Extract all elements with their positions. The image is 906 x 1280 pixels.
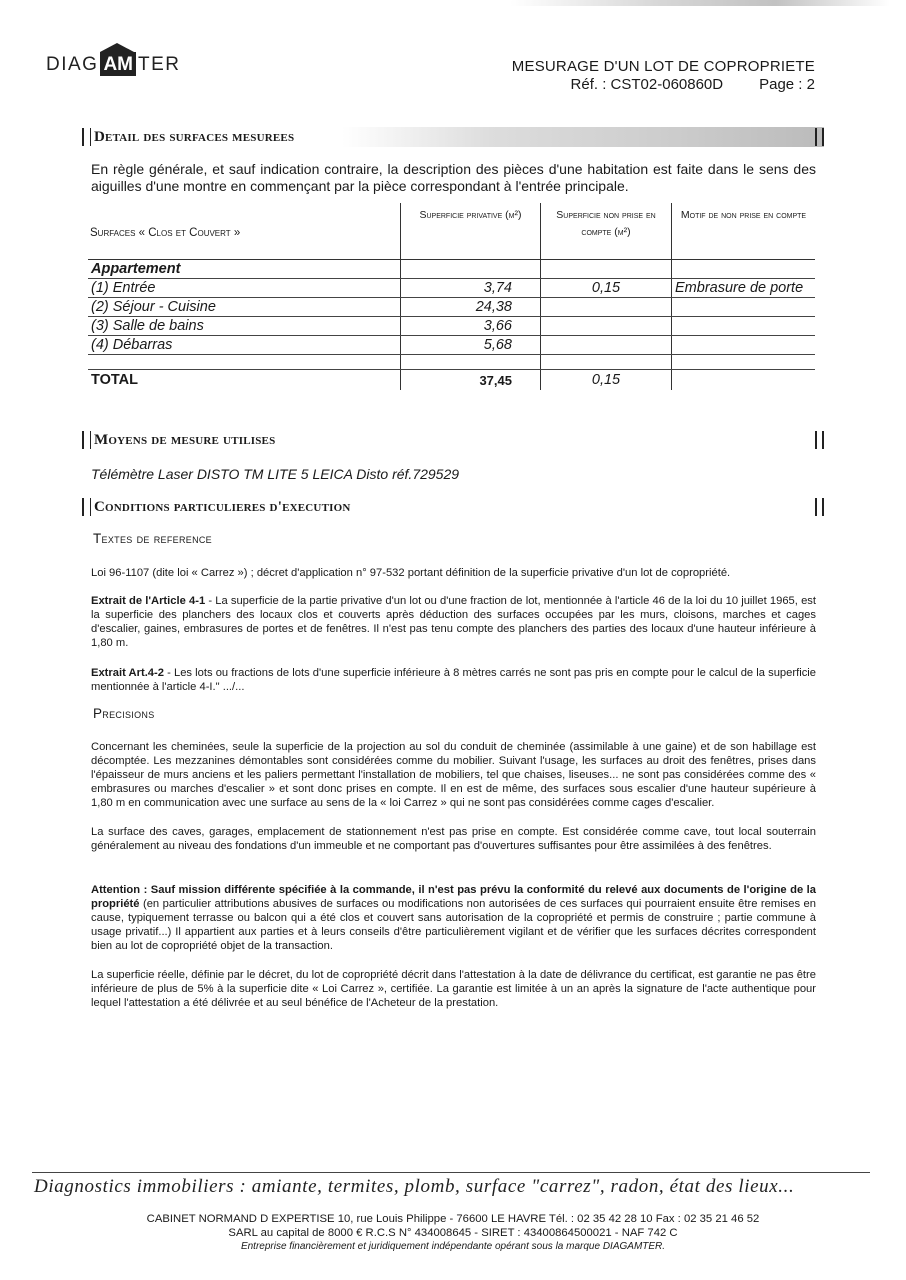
column-header: Motif de non prise en compte bbox=[672, 203, 816, 260]
surface-privative: 3,74 bbox=[401, 279, 541, 298]
loi-paragraph: Loi 96-1107 (dite loi « Carrez ») ; décret d'application n° 97-532 portant définition de la superficie privative d'un lot de copropriété. bbox=[91, 567, 731, 579]
footer-tagline: Diagnostics immobiliers : amiante, termites, plomb, surface "carrez", radon, état des lieux... bbox=[34, 1176, 795, 1197]
subheading-textes: Textes de reference bbox=[93, 531, 212, 546]
attention-paragraph bbox=[91, 883, 816, 953]
article-4-1-paragraph bbox=[91, 594, 816, 650]
diagamter-logo bbox=[46, 44, 181, 76]
section-heading-detail bbox=[82, 127, 824, 147]
table-row bbox=[88, 279, 815, 298]
group-label: Appartement bbox=[88, 260, 401, 279]
precisions-paragraph-2: La surface des caves, garages, emplacement de stationnement n'est pas prise en compte. Est considérée comme cave, tout local souterrain généralement au niveau des fondations d'un immeuble et ne comportant pas d'ouvertures suffisantes pour être assimilées à des fenêtres. bbox=[91, 826, 816, 852]
instrument-text: Télémètre Laser DISTO TM LITE 5 LEICA Disto réf.729529 bbox=[91, 466, 460, 482]
garantie-paragraph: La superficie réelle, définie par le décret, du lot de copropriété décrit dans l'attestation à la date de délivrance du certificat, est garantie ne pas être inférieure de plus de 5% à la superficie dite « Loi Carrez », certifiée. La garantie est limitée à un an après la signature de l'acte authentique pour lequel l'attestation a été délivrée et au seul bénéfice de l'Acheteur de la prestation. bbox=[91, 969, 816, 1009]
total-non-prise: 0,15 bbox=[541, 370, 672, 391]
logo-text-pre: DIAG bbox=[46, 54, 99, 75]
motif bbox=[672, 336, 816, 355]
room-name: (2) Séjour - Cuisine bbox=[88, 298, 401, 317]
document-title: MESURAGE D'UN LOT DE COPROPRIETE bbox=[511, 58, 815, 75]
table-row bbox=[88, 336, 815, 355]
subheading-precisions: Precisions bbox=[93, 706, 155, 721]
column-header: Superficie non prise en compte (m²) bbox=[541, 203, 672, 260]
section-heading-moyens bbox=[82, 430, 824, 450]
scan-artifact bbox=[510, 0, 890, 6]
motif bbox=[672, 298, 816, 317]
surface-privative: 5,68 bbox=[401, 336, 541, 355]
table-total-row bbox=[88, 370, 815, 391]
article-text: - Les lots ou fractions de lots d'une superficie inférieure à 8 mètres carrés ne sont pas pris en compte pour le calcul de la superficie mentionnée à l'article 4-I." .../... bbox=[91, 667, 816, 693]
surface-non-prise bbox=[541, 298, 672, 317]
table-row bbox=[88, 317, 815, 336]
surface-privative: 24,38 bbox=[401, 298, 541, 317]
footer-company-line: CABINET NORMAND D EXPERTISE 10, rue Louis Philippe - 76600 LE HAVRE Tél. : 02 35 42 28 10 Fax : 02 35 21 46 52 bbox=[146, 1213, 760, 1225]
section-title: Moyens de mesure utilises bbox=[94, 431, 276, 448]
room-name: (3) Salle de bains bbox=[88, 317, 401, 336]
surface-privative: 3,66 bbox=[401, 317, 541, 336]
article-4-2-paragraph bbox=[91, 666, 816, 694]
total-privative: 37,45 bbox=[401, 370, 541, 391]
logo-text-post: TER bbox=[138, 54, 181, 75]
surfaces-table bbox=[88, 203, 815, 390]
footer-disclaimer: Entreprise financièrement et juridiquement indépendante opérant sous la marque DIAGAMTER. bbox=[240, 1241, 666, 1252]
precisions-paragraph-1: Concernant les cheminées, seule la superficie de la projection au sol du conduit de cheminée (assimilable à une gaine) et de son habillage est décomptée. Les mezzanines démontables sont considérées comme du mobilier. Suivant l'usage, les surfaces au droit des fenêtres, prises dans l'épaisseur de murs anciens et les paliers permettant l'installation de mobiliers, tel que chaises, liseuses... ne sont pas considérées comme des « embrasures ou marches d'escalier » et sont donc prises en compte. Il en est de même, des surfaces sous escalier d'une hauteur supérieure à 1,80 m en communication avec une surface au sens de la « loi Carrez » qui ne sont pas considérées comme cages d'escalier. bbox=[91, 741, 816, 809]
heading-bar-icon bbox=[815, 128, 824, 146]
room-name: (4) Débarras bbox=[88, 336, 401, 355]
motif bbox=[672, 317, 816, 336]
article-label: Extrait de l'Article 4-1 bbox=[91, 595, 206, 607]
section-title: Conditions particulieres d'execution bbox=[94, 498, 351, 515]
room-name: (1) Entrée bbox=[88, 279, 401, 298]
footer-legal-line: SARL au capital de 8000 € R.C.S N° 434008645 - SIRET : 43400864500021 - NAF 742 C bbox=[228, 1227, 678, 1239]
table-row bbox=[88, 298, 815, 317]
total-label: TOTAL bbox=[91, 372, 138, 388]
surface-non-prise bbox=[541, 336, 672, 355]
table-header-row bbox=[88, 203, 815, 260]
logo-house-icon: AM bbox=[100, 52, 136, 76]
heading-bar-icon bbox=[82, 128, 91, 146]
section-heading-conditions bbox=[82, 497, 824, 517]
heading-bar-icon bbox=[815, 431, 824, 449]
table-spacer-row bbox=[88, 355, 815, 370]
heading-bar-icon bbox=[82, 431, 91, 449]
attention-bold: Attention : Sauf mission différente spécifiée à la commande, il n'est pas prévu la conformité du relevé aux documents de l'origine de la propriété bbox=[91, 884, 816, 910]
footer-divider bbox=[32, 1172, 870, 1173]
surface-non-prise bbox=[541, 317, 672, 336]
intro-paragraph: En règle générale, et sauf indication contraire, la description des pièces d'une habitation est faite dans le sens des aiguilles d'une montre en commençant par la pièce correspondant à l'entrée principale. bbox=[91, 161, 816, 194]
heading-bar-icon bbox=[82, 498, 91, 516]
reference-number: Réf. : CST02-060860D bbox=[570, 76, 724, 93]
article-text: - La superficie de la partie privative d'un lot ou d'une fraction de lot, mentionnée à l'article 46 de la loi du 10 juillet 1965, est la superficie des planchers des locaux clos et couverts après déduction des surfaces occupées par les murs, cloisons, marches et cages d'escalier, gaines, embrasures de portes et de fenêtres. Il n'est pas tenu compte des planchers des parties des locaux d'une hauteur inférieure à 1,80 m. bbox=[91, 595, 816, 649]
motif: Embrasure de porte bbox=[672, 279, 816, 298]
page-number: Page : 2 bbox=[759, 76, 815, 93]
column-header: Superficie privative (m²) bbox=[401, 203, 541, 260]
section-title: Detail des surfaces mesurees bbox=[94, 128, 295, 145]
heading-bar-icon bbox=[815, 498, 824, 516]
article-label: Extrait Art.4-2 bbox=[91, 667, 164, 679]
attention-text: (en particulier attributions abusives de surfaces ou modifications non autorisées de ces surfaces qui pourraient ensuite être remises en cause, typiquement terrasse ou balcon qui a été clos et couvert sans autorisation de la copropriété et permis de construire ; partie commune à usage privatif...) Il appartient aux parties et à leurs conseils d'être particulièrement vigilant et de vérifier que les surfaces décrites correspondent bien au lot de copropriété objet de la transaction. bbox=[91, 898, 816, 952]
table-group-row bbox=[88, 260, 815, 279]
column-header: Surfaces « Clos et Couvert » bbox=[88, 203, 401, 260]
document-reference bbox=[571, 76, 815, 93]
surface-non-prise: 0,15 bbox=[541, 279, 672, 298]
